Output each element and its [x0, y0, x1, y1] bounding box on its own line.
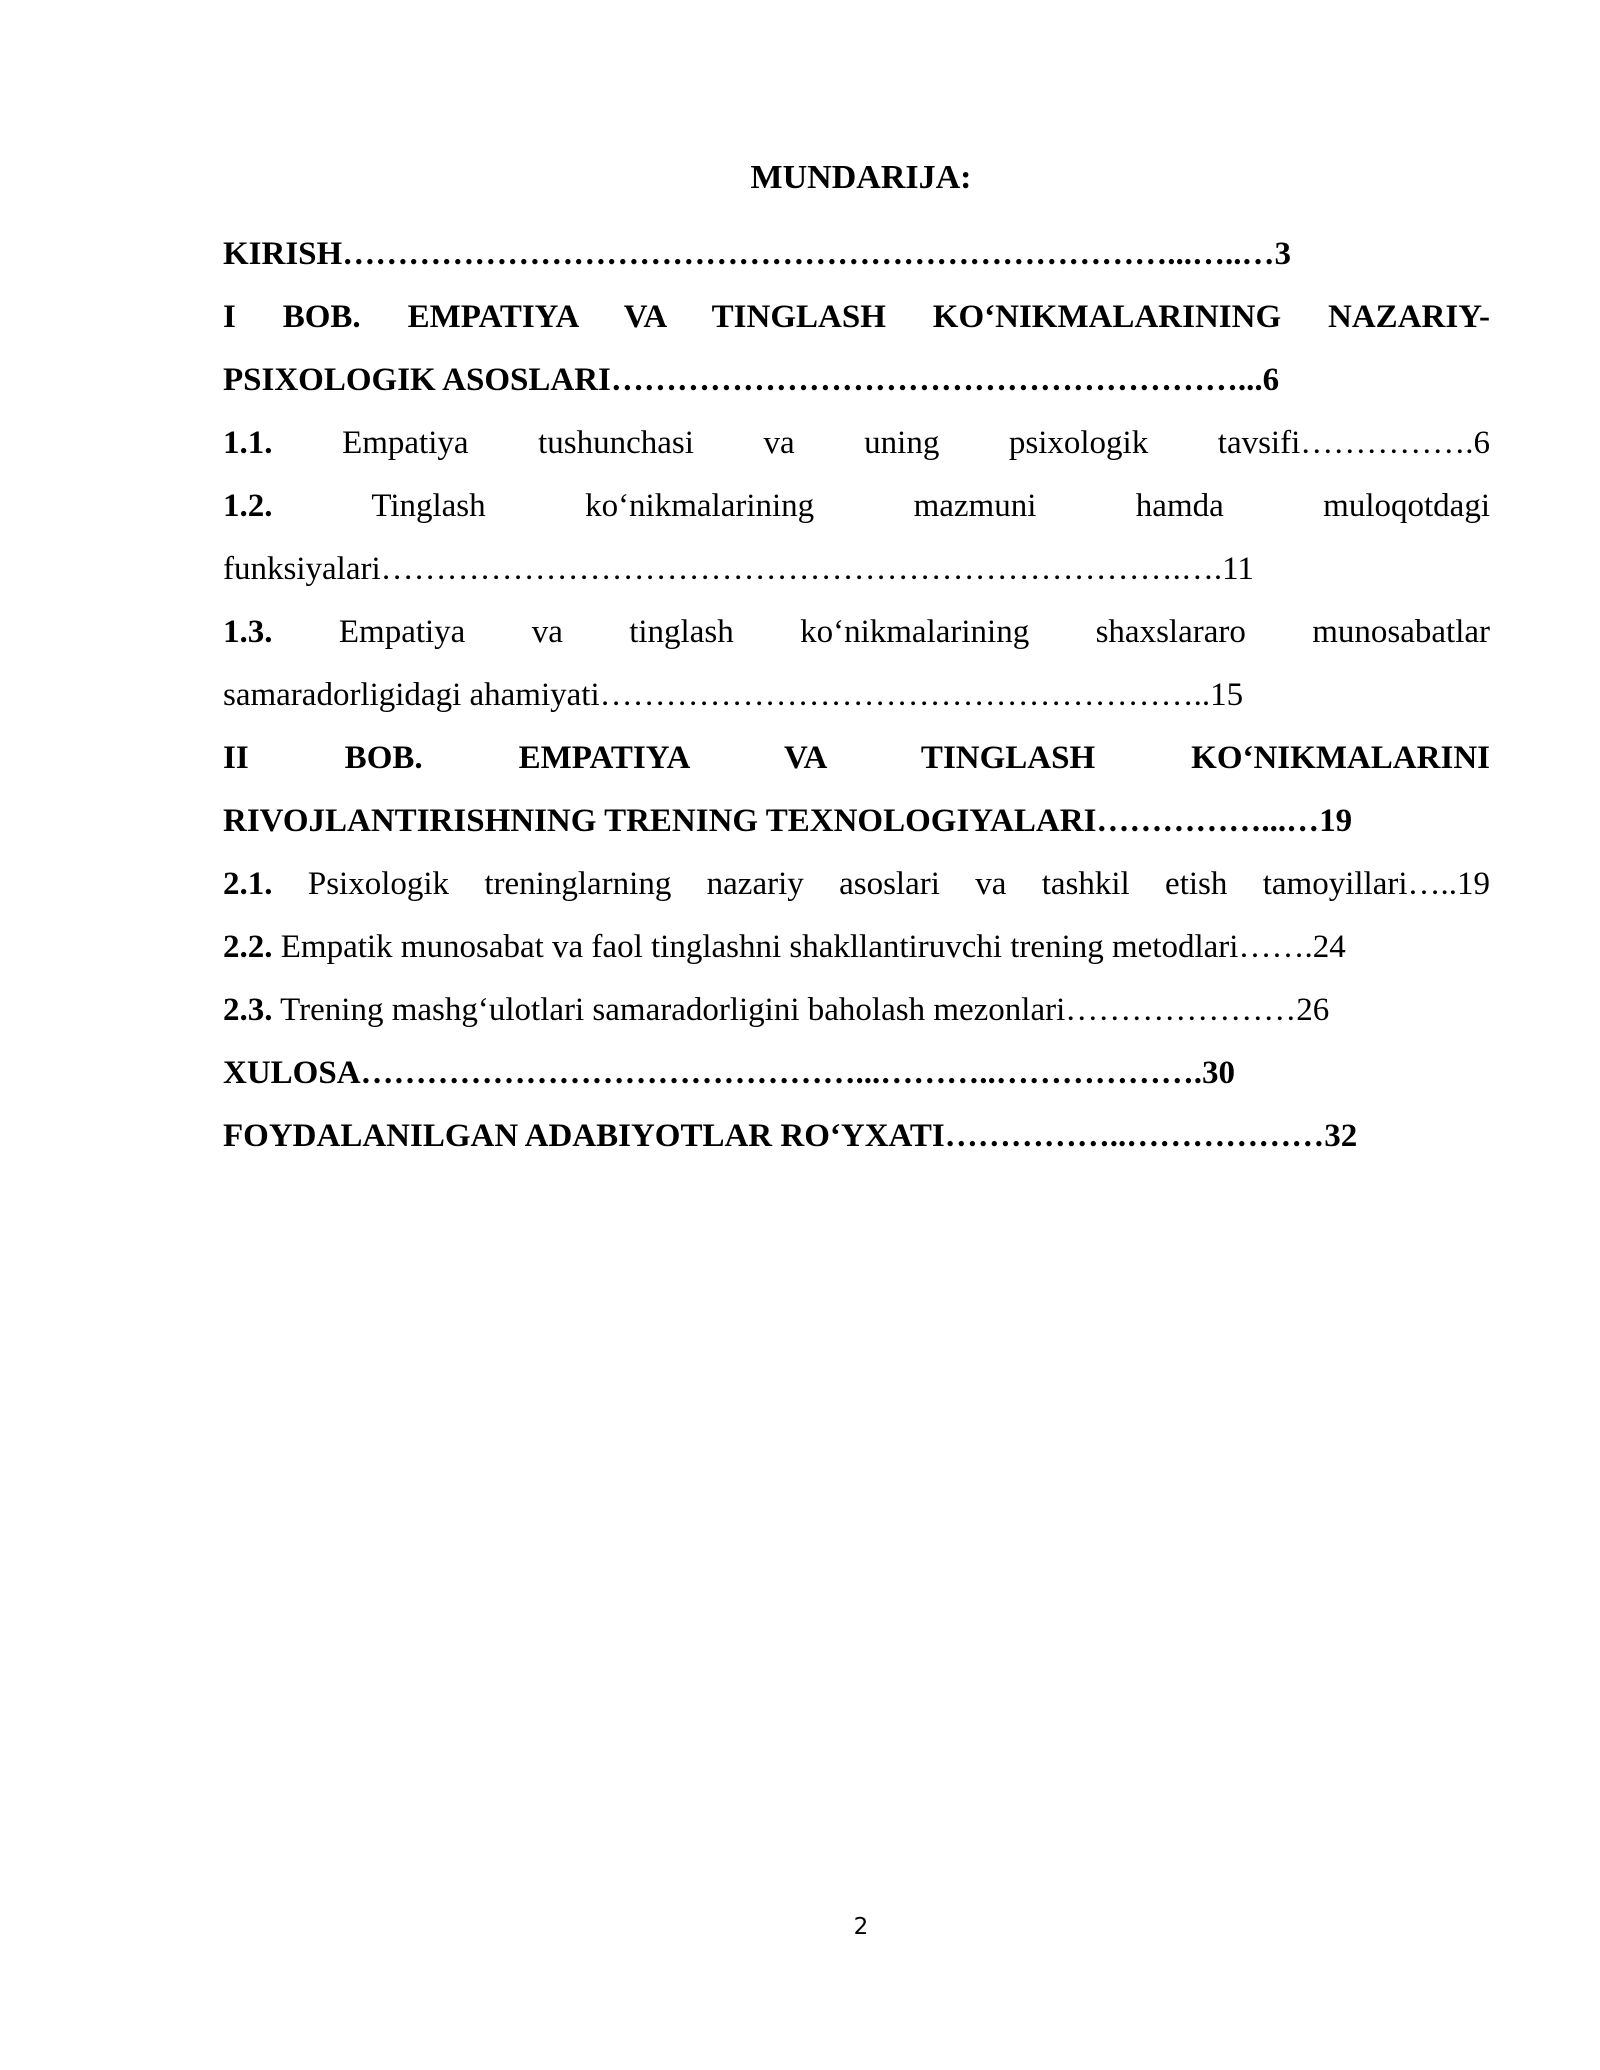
toc-entry-bob1-title-line2: PSIXOLOGIK ASOSLARI…………………………………………………...6	[223, 362, 1280, 398]
toc-entry-adabiyotlar: FOYDALANILGAN ADABIYOTLAR RO‘YXATI……………..………………32	[223, 1118, 1358, 1154]
table-of-contents	[223, 223, 1490, 1168]
toc-entry-1-1	[223, 412, 1490, 475]
toc-section-text: Empatiya va tinglash ko‘nikmalarining shaxslararo munosabatlar	[338, 614, 1490, 650]
toc-entry-2-3	[223, 979, 1490, 1042]
page-number: 2	[853, 1914, 869, 1940]
toc-section-number: 1.1.	[223, 425, 273, 461]
toc-section-number: 2.3.	[223, 992, 273, 1028]
toc-entry-bob1-title-line1: I BOB. EMPATIYA VA TINGLASH KO‘NIKMALARINING NAZARIY-	[223, 299, 1490, 335]
toc-section-text: Trening mashg‘ulotlari samaradorligini baholash mezonlari…………………26	[280, 992, 1330, 1028]
toc-entry-1-3-line1	[223, 601, 1490, 664]
toc-section-number: 2.1.	[223, 866, 273, 902]
toc-section-number: 1.2.	[223, 488, 273, 524]
page-title: MUNDARIJA:	[750, 159, 972, 196]
toc-section-text: Tinglash ko‘nikmalarining mazmuni hamda muloqotdagi	[371, 488, 1490, 524]
toc-section-number: 1.3.	[223, 614, 273, 650]
toc-entry-kirish: KIRISH…………………………………………………………………...…..…3	[223, 236, 1291, 272]
toc-entry-xulosa: XULOSA………………………………………...………..……………….30	[223, 1055, 1236, 1091]
toc-entry-bob2-title-line2: RIVOJLANTIRISHNING TRENING TEXNOLOGIYALARI……………...…19	[223, 803, 1353, 839]
toc-entry-1-2-line1	[223, 475, 1490, 538]
toc-section-number: 2.2.	[223, 929, 273, 965]
toc-entry-2-2	[223, 916, 1490, 979]
toc-entry-1-2-line2: funksiyalari……………………………………………………………….….11	[223, 551, 1254, 587]
toc-section-text: Psixologik treninglarning nazariy asoslari va tashkil etish tamoyillari…..19	[307, 866, 1490, 902]
toc-entry-bob2-title-line1: II BOB. EMPATIYA VA TINGLASH KO‘NIKMALARINI	[223, 740, 1490, 776]
toc-section-text: Empatik munosabat va faol tinglashni shakllantiruvchi trening metodlari…….24	[280, 929, 1346, 965]
toc-entry-1-3-line2: samaradorligidagi ahamiyati………………………………………………..15	[223, 677, 1244, 713]
toc-section-text: Empatiya tushunchasi va uning psixologik tavsifi…………….6	[342, 425, 1490, 461]
toc-entry-2-1	[223, 853, 1490, 916]
